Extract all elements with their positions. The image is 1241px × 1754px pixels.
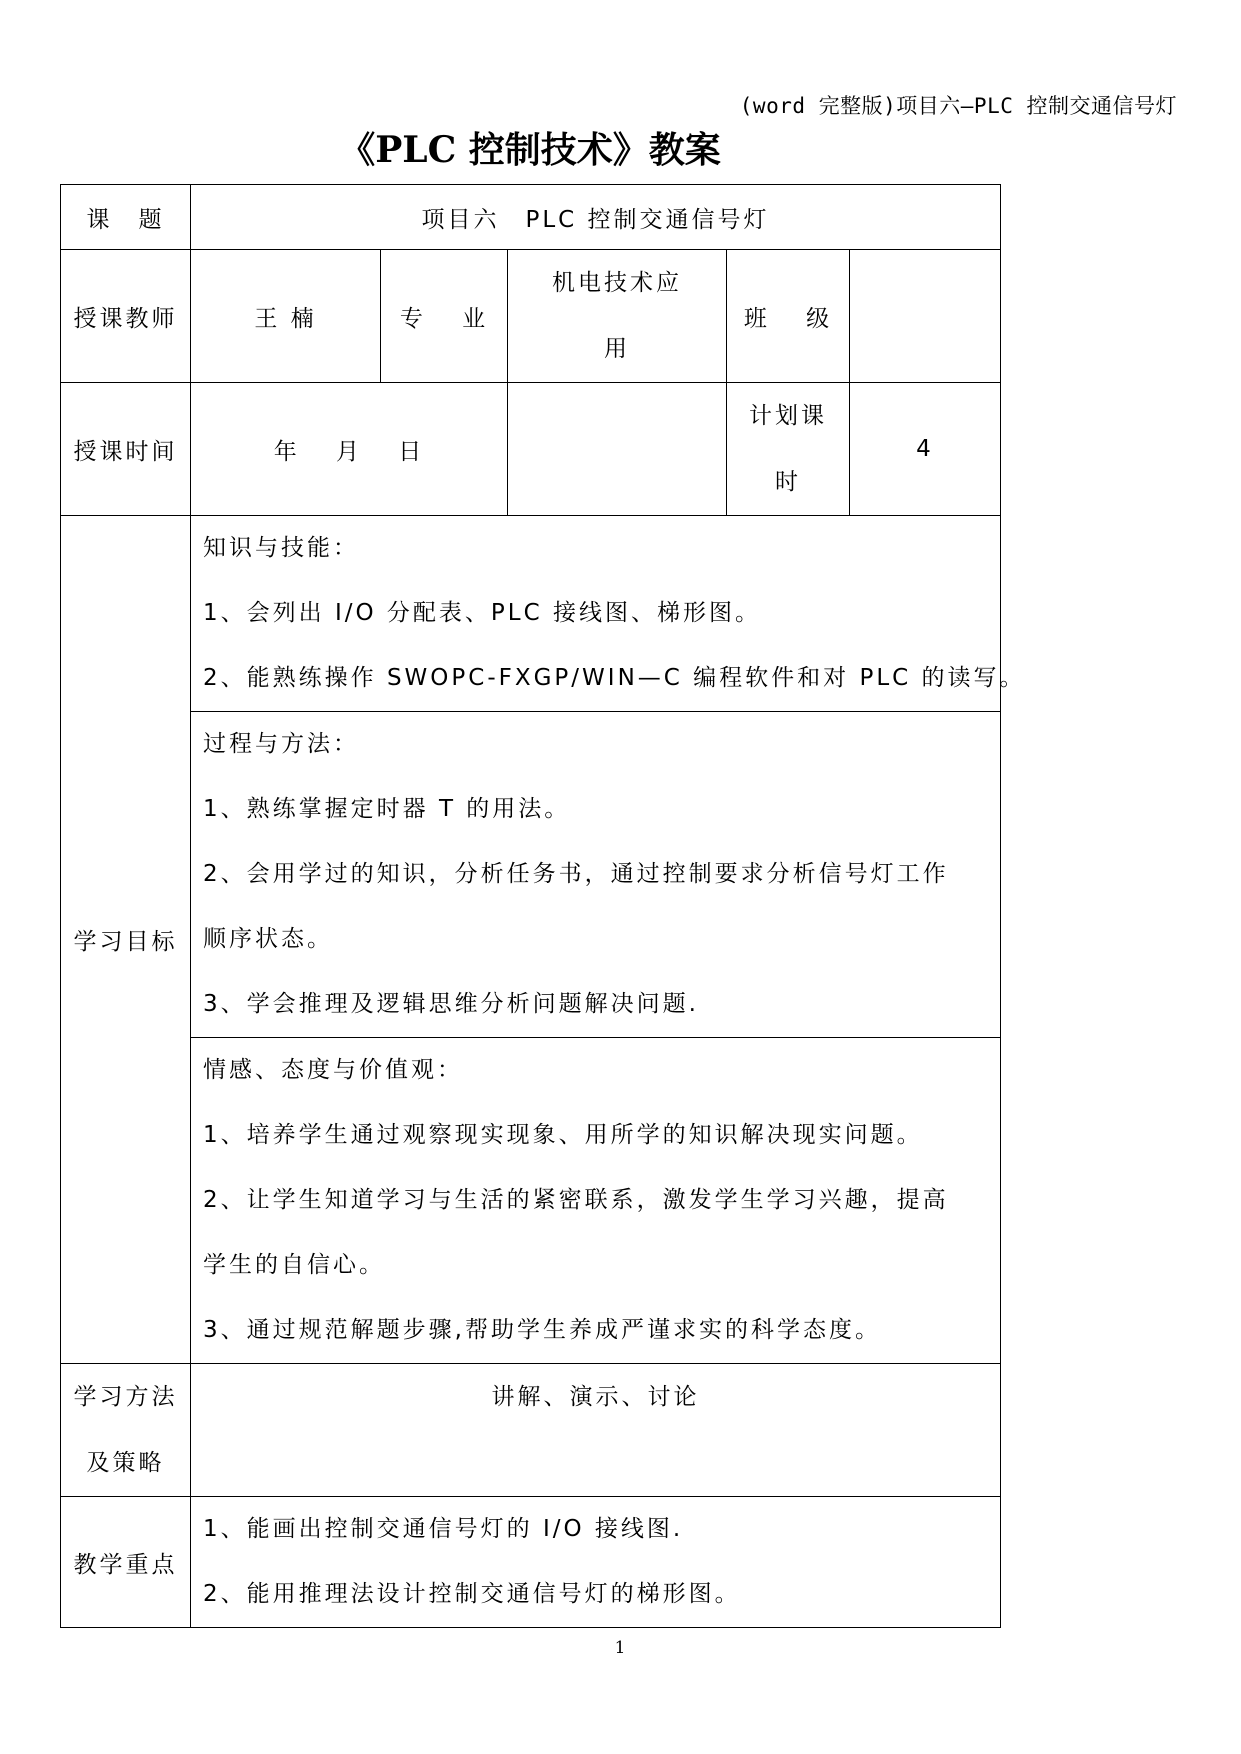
document-title: 《PLC 控制技术》教案 [339, 129, 721, 171]
time-label: 授课时间 [61, 383, 191, 516]
objectives-label: 学习目标 [61, 516, 191, 1364]
class-value [850, 250, 1001, 383]
objectives-knowledge-row [61, 516, 1001, 712]
planned-hours-value: 4 [850, 383, 1001, 516]
knowledge-item: 1、会列出 I/O 分配表、PLC 接线图、梯形图。 [203, 600, 761, 626]
attitude-item: 1、培养学生通过观察现实现象、用所学的知识解决现实问题。 [203, 1122, 923, 1148]
time-row [61, 383, 1001, 516]
attitude-item: 学生的自信心。 [203, 1252, 385, 1278]
process-heading: 过程与方法： [203, 731, 359, 757]
process-item: 3、学会推理及逻辑思维分析问题解决问题. [203, 991, 699, 1017]
attitude-item: 2、让学生知道学习与生活的紧密联系，激发学生学习兴趣，提高 [203, 1187, 949, 1213]
methods-label [61, 1364, 191, 1497]
methods-label-line-2: 及策略 [86, 1450, 165, 1476]
attitude-item: 3、通过规范解题步骤,帮助学生养成严谨求实的科学态度。 [203, 1317, 881, 1343]
process-methods-cell [191, 712, 1001, 1038]
focus-cell [191, 1497, 1001, 1628]
knowledge-heading: 知识与技能： [203, 535, 359, 561]
objectives-process-row [61, 712, 1001, 1038]
topic-label: 课 题 [61, 185, 191, 250]
focus-item: 2、能用推理法设计控制交通信号灯的梯形图。 [203, 1581, 741, 1607]
knowledge-skills-cell [191, 516, 1026, 712]
attitude-values-cell [191, 1038, 1001, 1364]
focus-item: 1、能画出控制交通信号灯的 I/O 接线图. [203, 1516, 684, 1542]
methods-row [61, 1364, 1001, 1497]
page-header: (word 完整版)项目六—PLC 控制交通信号灯 [739, 94, 1177, 118]
major-value [508, 250, 727, 383]
major-label: 专 业 [381, 250, 508, 383]
process-item: 1、熟练掌握定时器 T 的用法。 [203, 796, 571, 822]
methods-label-line-1: 学习方法 [73, 1384, 178, 1410]
major-value-line-2: 用 [604, 336, 630, 362]
focus-row [61, 1497, 1001, 1628]
process-item: 顺序状态。 [203, 926, 333, 952]
attitude-heading: 情感、态度与价值观： [203, 1057, 463, 1083]
planned-hours-label-line-2: 时 [775, 469, 801, 495]
planned-hours-label [727, 383, 850, 516]
methods-value: 讲解、演示、讨论 [191, 1364, 1001, 1497]
teacher-row [61, 250, 1001, 383]
teacher-value: 王 楠 [191, 250, 381, 383]
topic-value: 项目六 PLC 控制交通信号灯 [191, 185, 1001, 250]
objectives-attitude-row [61, 1038, 1001, 1364]
process-item: 2、会用学过的知识，分析任务书，通过控制要求分析信号灯工作 [203, 861, 949, 887]
time-blank-cell [508, 383, 727, 516]
major-value-line-1: 机电技术应 [552, 270, 682, 296]
teacher-label: 授课教师 [61, 250, 191, 383]
knowledge-item: 2、能熟练操作 SWOPC-FXGP/WIN—C 编程软件和对 PLC 的读写。 [203, 665, 1026, 691]
class-label: 班 级 [727, 250, 850, 383]
topic-row [61, 185, 1001, 250]
page-number: 1 [614, 1638, 626, 1658]
planned-hours-label-line-1: 计划课 [749, 403, 827, 429]
time-value: 年 月 日 [191, 383, 508, 516]
lesson-plan-table [60, 184, 1026, 1628]
focus-label: 教学重点 [61, 1497, 191, 1628]
